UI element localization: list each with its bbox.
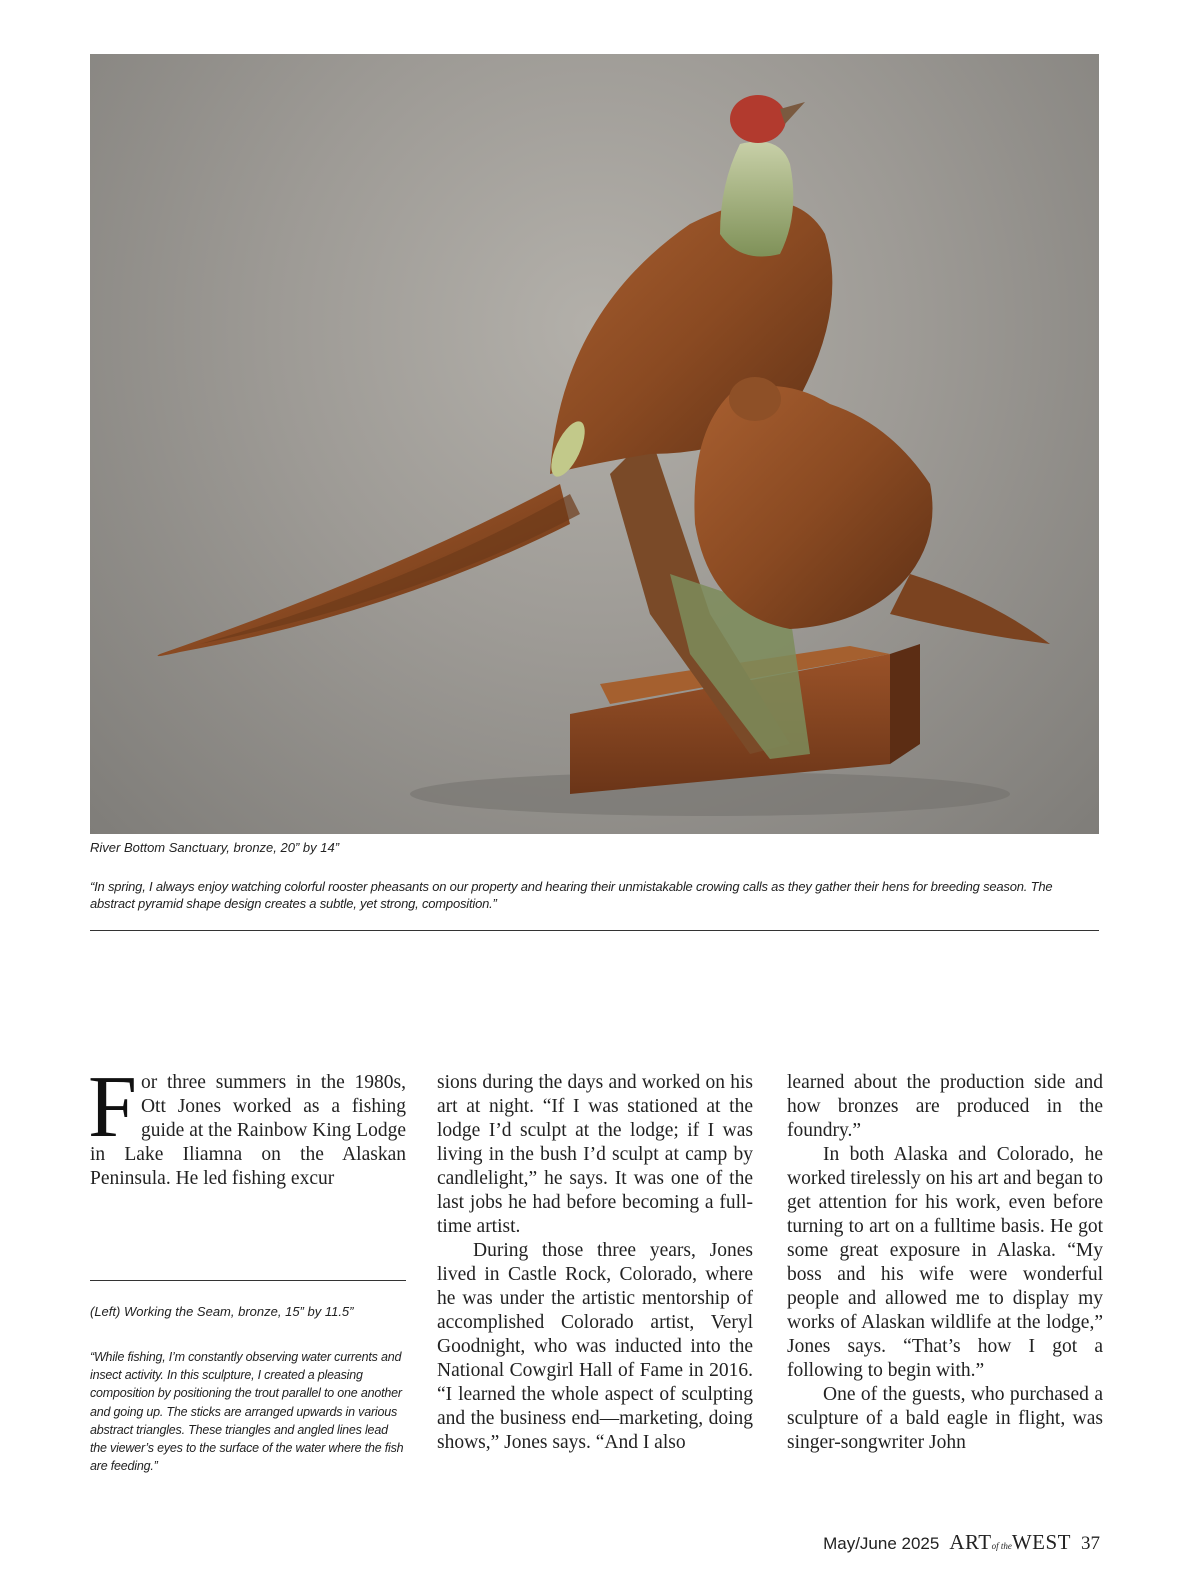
photo-caption-quote: “In spring, I always enjoy watching colorful rooster pheasants on our property and hearing their unmistakable crowing calls as they gather their hens for breeding season. The abstract pyramid shape design creates a subtle, yet strong, composition.”: [90, 879, 1053, 911]
article-paragraph: During those three years, Jones lived in Castle Rock, Colorado, where he was under the artistic mentorship of accomplished Colorado artist, Veryl Goodnight, who was inducted into the National Cowgirl Hall of Fame in 2016. “I learned the whole aspect of sculpting and the business end—marketing, doing shows,” Jones says. “And I also: [437, 1240, 753, 1453]
article-column-3: [787, 1071, 1103, 1455]
caption-divider: [90, 930, 1099, 931]
drop-cap: F: [88, 1059, 137, 1156]
issue-date: May/June 2025: [823, 1534, 940, 1553]
masthead-west: WEST: [1011, 1530, 1071, 1554]
side-caption-divider: [90, 1280, 406, 1281]
page-footer: [823, 1530, 1100, 1560]
pheasant-sculpture-image: [90, 54, 1099, 834]
magazine-masthead: [949, 1530, 1071, 1555]
article-paragraph: In both Alaska and Colorado, he worked tirelessly on his art and began to get attention for his work, even before turning to art on a fulltime basis. He got some great exposure in Alaska. “My boss and his wife were wonderful people and allowed me to display my works of Alaskan wildlife at the lodge,” Jones says. “That’s how I got a following to begin with.”: [787, 1144, 1103, 1381]
masthead-art: ART: [949, 1530, 992, 1554]
article-paragraph: One of the guests, who purchased a sculpture of a bald eagle in flight, was singer-songwriter John: [787, 1384, 1103, 1453]
side-caption-quote: “While fishing, I’m constantly observing water currents and insect activity. In this sculpture, I created a pleasing composition by positioning the trout parallel to one another and going up. The sticks are arranged upwards in various abstract triangles. These triangles and angled lines lead the viewer’s eyes to the surface of the water where the fish are feeding.”: [90, 1350, 404, 1474]
article-paragraph: learned about the production side and how bronzes are produced in the foundry.”: [787, 1072, 1103, 1141]
article-paragraph: [88, 1059, 406, 1191]
masthead-ofthe: of the: [991, 1541, 1012, 1551]
article-column-2: [437, 1071, 753, 1455]
article-paragraph: sions during the days and worked on his art at night. “If I was stationed at the lodge I’d sculpt at the lodge; if I was living in the bush I’d sculpt at camp by candlelight,” he says. It was one of the last jobs he had before becoming a full-time artist.: [437, 1072, 753, 1237]
photo-caption-title: River Bottom Sanctuary, bronze, 20” by 14”: [90, 840, 340, 855]
article-column-1: [88, 1059, 406, 1191]
article-text: or three summers in the 1980s, Ott Jones worked as a fishing guide at the Rainbow King Lodge in Lake Iliamna on the Alaskan Peninsula. He led fishing excur: [90, 1072, 406, 1189]
side-caption-title: (Left) Working the Seam, bronze, 15” by 11.5”: [90, 1304, 354, 1319]
sculpture-photo: [90, 54, 1099, 834]
page-number: 37: [1081, 1533, 1100, 1554]
